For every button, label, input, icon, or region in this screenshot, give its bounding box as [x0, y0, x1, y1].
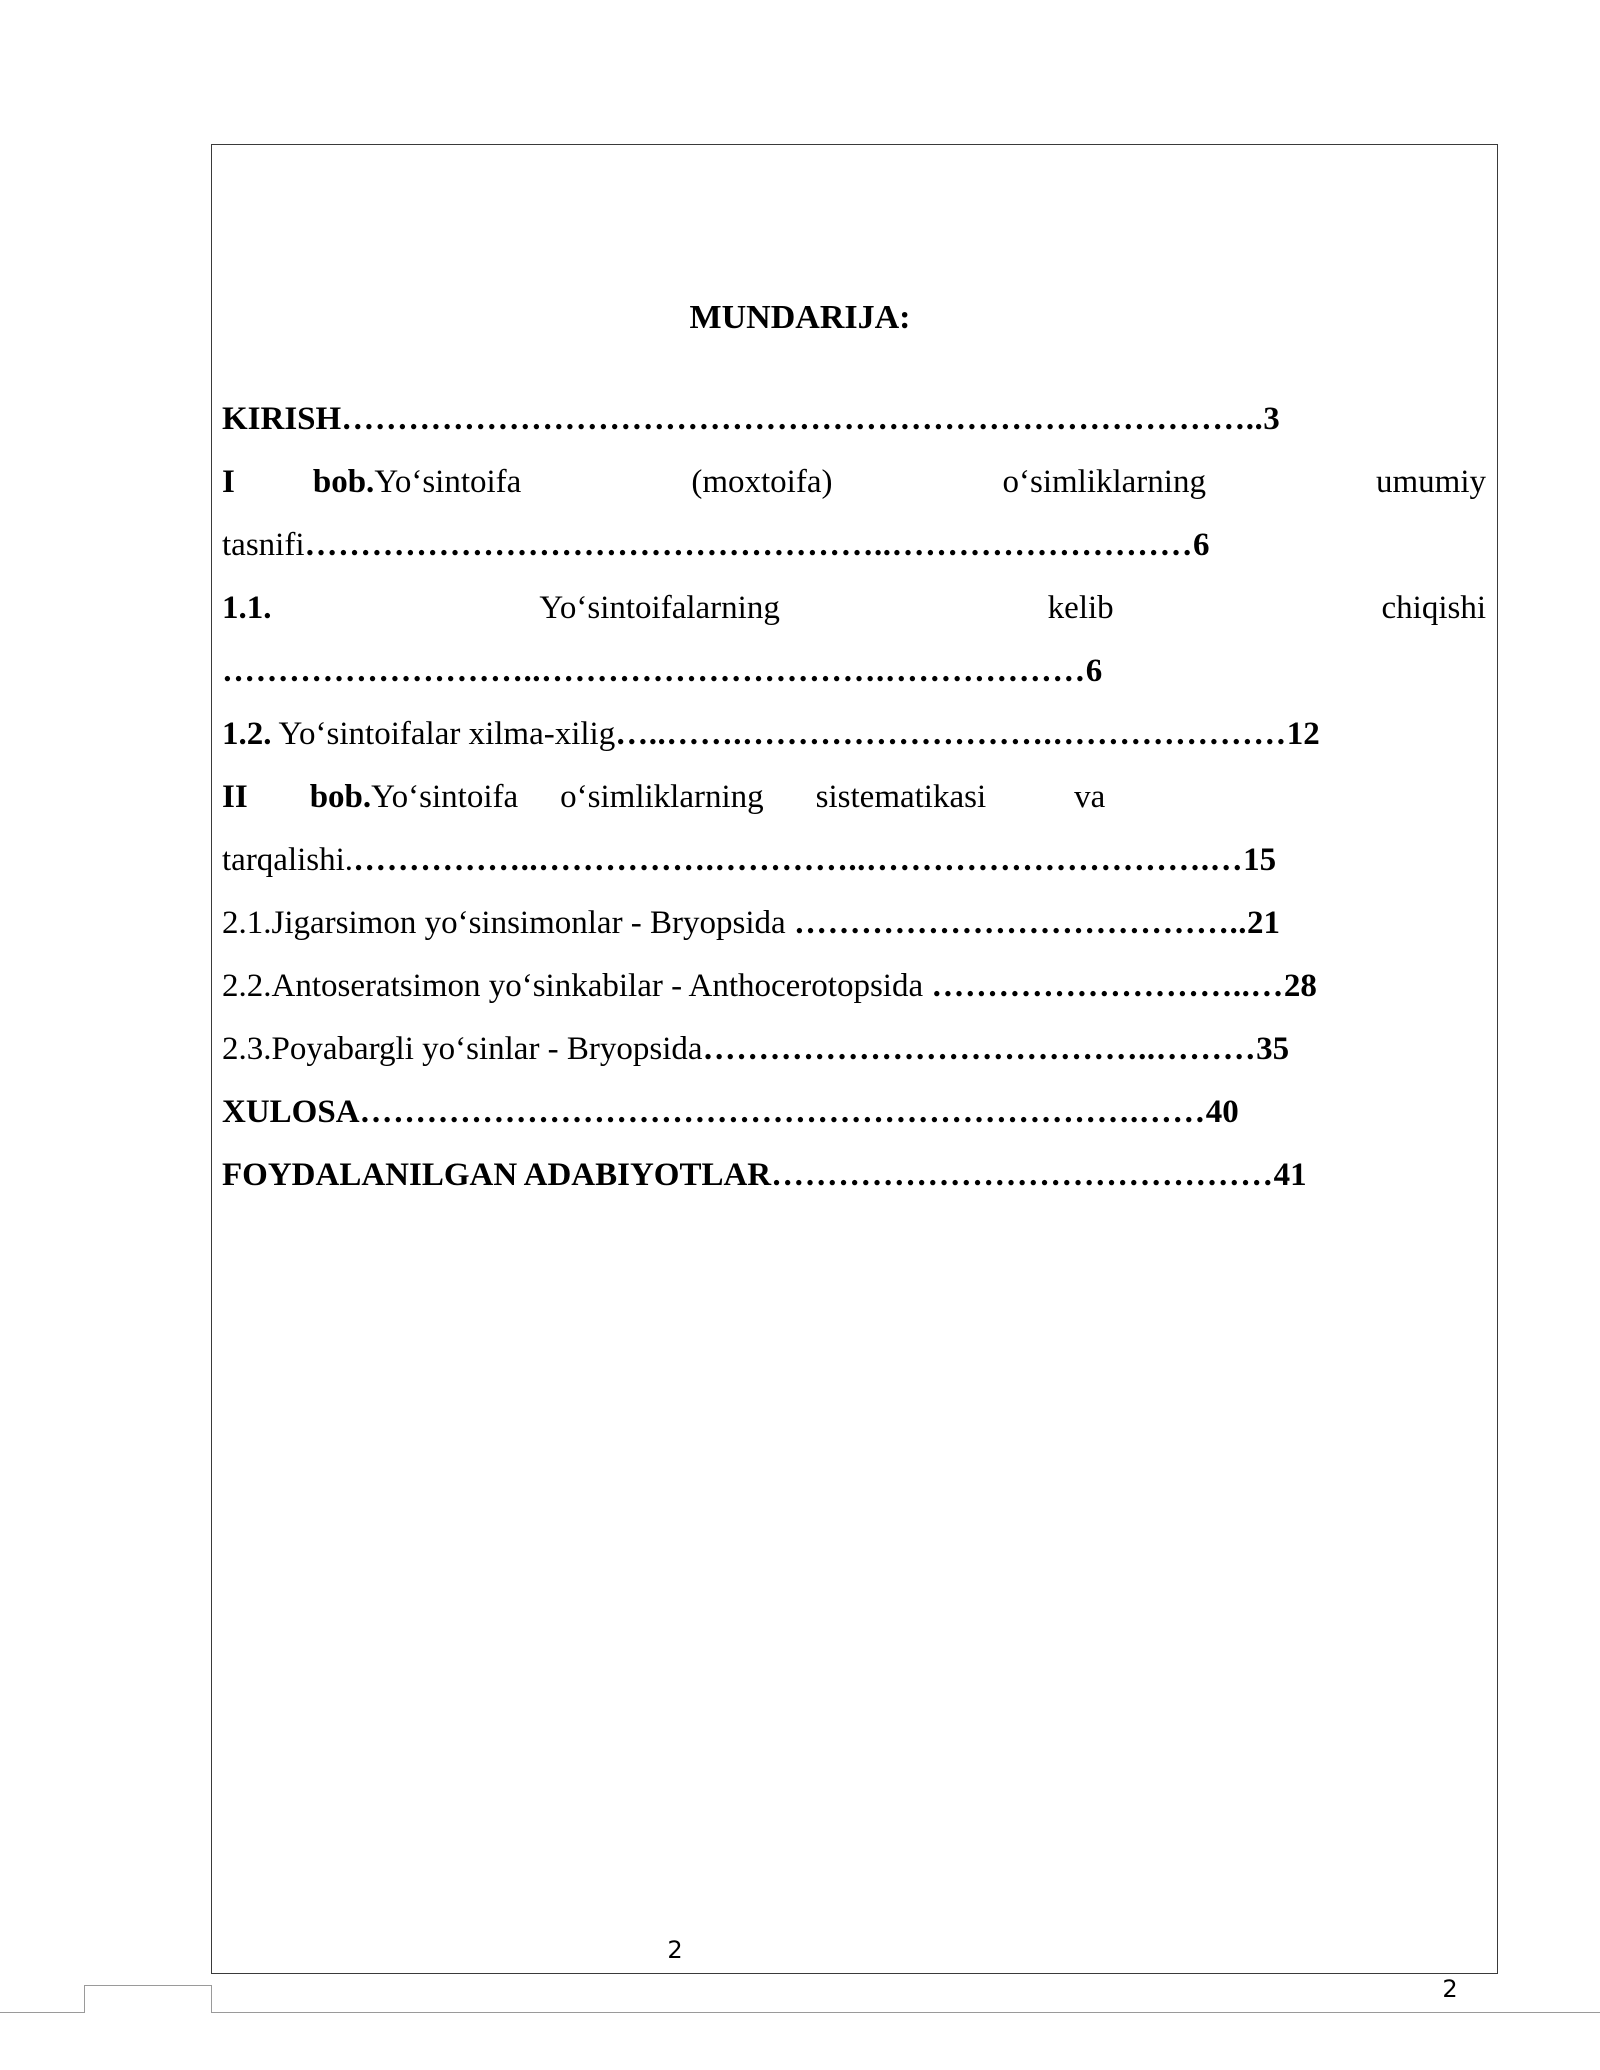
toc-page: 6: [1192, 527, 1210, 563]
page-title: MUNDARIJA:: [689, 299, 911, 336]
toc-leader: ………………………………………: [771, 1157, 1274, 1193]
toc-word: o‘simliklarning: [1002, 464, 1206, 500]
footer-rule: [211, 1985, 212, 2013]
toc-entry-2-3[interactable]: [222, 1018, 1486, 1081]
toc-page: 12: [1286, 716, 1320, 752]
toc-label: XULOSA: [222, 1094, 360, 1130]
toc-page: 21: [1246, 905, 1280, 941]
toc-word: umumiy: [1375, 464, 1486, 500]
toc-entry-xulosa[interactable]: [222, 1081, 1486, 1144]
toc-label: tasnifi: [222, 527, 305, 563]
toc-word: kelib: [1047, 590, 1114, 626]
toc-entry-bob1-cont[interactable]: [222, 514, 1486, 577]
toc-entry-2-1[interactable]: [222, 892, 1486, 955]
toc-label: KIRISH: [222, 401, 342, 437]
chapter-word: bob.: [312, 464, 375, 500]
toc-word: Yo‘sintoifalarning: [539, 590, 780, 626]
toc-leader: …………………………………………………………….……: [359, 1094, 1206, 1130]
toc-page: 3: [1263, 401, 1280, 437]
footer-page-number: 2: [1442, 1975, 1458, 2003]
section-number: 1.2.: [222, 716, 272, 752]
toc-leader: ……………..…………….…………..………………………….…: [353, 842, 1244, 878]
toc-word: o‘simliklarning: [560, 779, 764, 815]
toc-label: 2.3.Poyabargli yo‘sinlar - Bryopsida: [222, 1031, 703, 1067]
toc-label: tarqalishi.: [222, 842, 354, 878]
toc-page: 41: [1273, 1157, 1307, 1193]
toc-entry-bob2-cont[interactable]: [222, 829, 1486, 892]
toc-leader: …..…….……………………….…………………: [615, 716, 1287, 752]
toc-page: 35: [1256, 1031, 1290, 1067]
toc-leader: …………………………………..………: [702, 1031, 1257, 1067]
toc-leader: ……………………………………………..………………………: [304, 527, 1193, 563]
toc-bob1-head: [222, 451, 521, 514]
toc-leader: ………………………..………………………….………………: [222, 653, 1086, 689]
footer-rule: [84, 1985, 212, 1986]
page-number: 2: [667, 1936, 683, 1964]
toc-entry-1-2[interactable]: [222, 703, 1486, 766]
toc-label: 2.1.Jigarsimon yo‘sinsimonlar - Bryopsida: [222, 905, 794, 941]
toc-entry-1-1-cont[interactable]: [222, 640, 1486, 703]
chapter-word: bob.: [309, 779, 372, 815]
toc-word: Yo‘sintoifa: [371, 779, 519, 815]
toc-entry-bob2[interactable]: [222, 766, 1486, 829]
toc-word: (moxtoifa): [691, 464, 833, 500]
toc-leader: ………………………………………………………………………..: [341, 401, 1264, 437]
toc-word: chiqishi: [1381, 590, 1486, 626]
chapter-number: II: [222, 779, 248, 815]
toc-label: FOYDALANILGAN ADABIYOTLAR: [222, 1157, 772, 1193]
footer-rule: [0, 2012, 84, 2013]
toc-entry-1-1[interactable]: [222, 577, 1486, 640]
toc-word: Yo‘sintoifa: [374, 464, 522, 500]
section-number: 1.1.: [222, 590, 272, 626]
footer-rule: [211, 2012, 1600, 2013]
toc-page: 6: [1085, 653, 1103, 689]
toc-leader: ………………………..…: [931, 968, 1284, 1004]
toc-label: 2.2.Antoseratsimon yo‘sinkabilar - Anthocerotopsida: [222, 968, 932, 1004]
toc-page: 40: [1205, 1094, 1239, 1130]
toc-entry-2-2[interactable]: [222, 955, 1486, 1018]
toc-page: 28: [1283, 968, 1317, 1004]
footer-rule: [84, 1985, 85, 2013]
toc-entry-adabiyotlar[interactable]: [222, 1144, 1486, 1207]
toc-page: 15: [1243, 842, 1277, 878]
toc-entry-kirish[interactable]: [222, 388, 1486, 451]
toc-leader: …………………………………..: [793, 905, 1247, 941]
table-of-contents: [222, 388, 1486, 1207]
toc-entry-bob1[interactable]: [222, 451, 1486, 514]
toc-word: sistematikasi: [815, 779, 987, 815]
toc-word: va: [1074, 779, 1106, 815]
toc-label: Yo‘sintoifalar xilma-xilig: [271, 716, 616, 752]
chapter-number: I: [222, 464, 235, 500]
